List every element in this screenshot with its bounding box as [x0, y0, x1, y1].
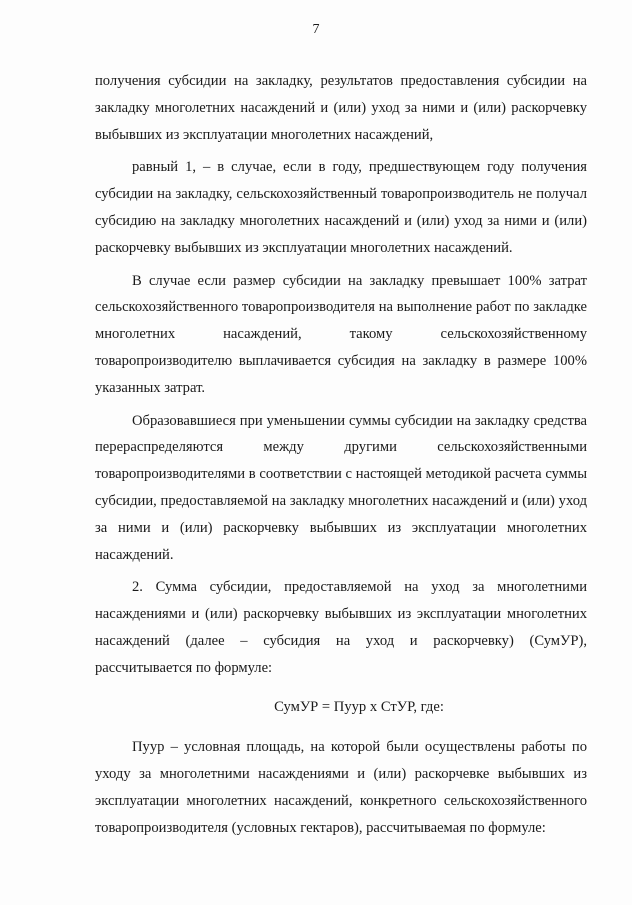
document-body	[95, 68, 587, 842]
paragraph-equal-one: равный 1, – в случае, если в году, предшествующем году получения субсидии на закладку, сельскохозяйственный товаропроизводитель не получал субсидию на закладку многолетних насаждений и (или) уход за ними и (или) раскорчевку выбывших из эксплуатации многолетних насаждений.	[95, 159, 587, 256]
page-number: 7	[312, 22, 320, 37]
paragraph-subsidy-exceeds: В случае если размер субсидии на закладку превышает 100% затрат сельскохозяйственного товаропроизводителя на выполнение работ по закладке многолетних насаждений, такому сельскохозяйственному товаропроизводителю выплачивается субсидия на закладку в размере 100% указанных затрат.	[95, 272, 587, 396]
paragraph-puur-definition: Пуур – условная площадь, на которой были осуществлены работы по уходу за многолетними насаждениями и (или) раскорчевке выбывших из эксплуатации многолетних насаждений, конкретного сельскохозяйственного товаропроизводителя (условных гектаров), рассчитываемая по формуле:	[95, 739, 587, 836]
paragraph-section-2: 2. Сумма субсидии, предоставляемой на уход за многолетними насаждениями и (или) раскорчевку выбывших из эксплуатации многолетних насаждений (далее – субсидия на уход и раскорчевку) (СумУР), рассчитывается по формуле:	[95, 579, 587, 676]
paragraph-redistribution: Образовавшиеся при уменьшении суммы субсидии на закладку средства перераспределяются между другими сельскохозяйственными товаропроизводителями в соответствии с настоящей методикой расчета суммы субсидии, предоставляемой на закладку многолетних насаждений и (или) уход за ними и (или) раскорчевку выбывших из эксплуатации многолетних насаждений.	[95, 412, 587, 563]
paragraph-continuation: получения субсидии на закладку, результатов предоставления субсидии на закладку многолетних насаждений и (или) уход за ними и (или) раскорчевку выбывших из эксплуатации многолетних насаждений,	[95, 73, 587, 143]
formula-sumur: СумУР = Пуур х СтУР, где:	[274, 698, 444, 715]
